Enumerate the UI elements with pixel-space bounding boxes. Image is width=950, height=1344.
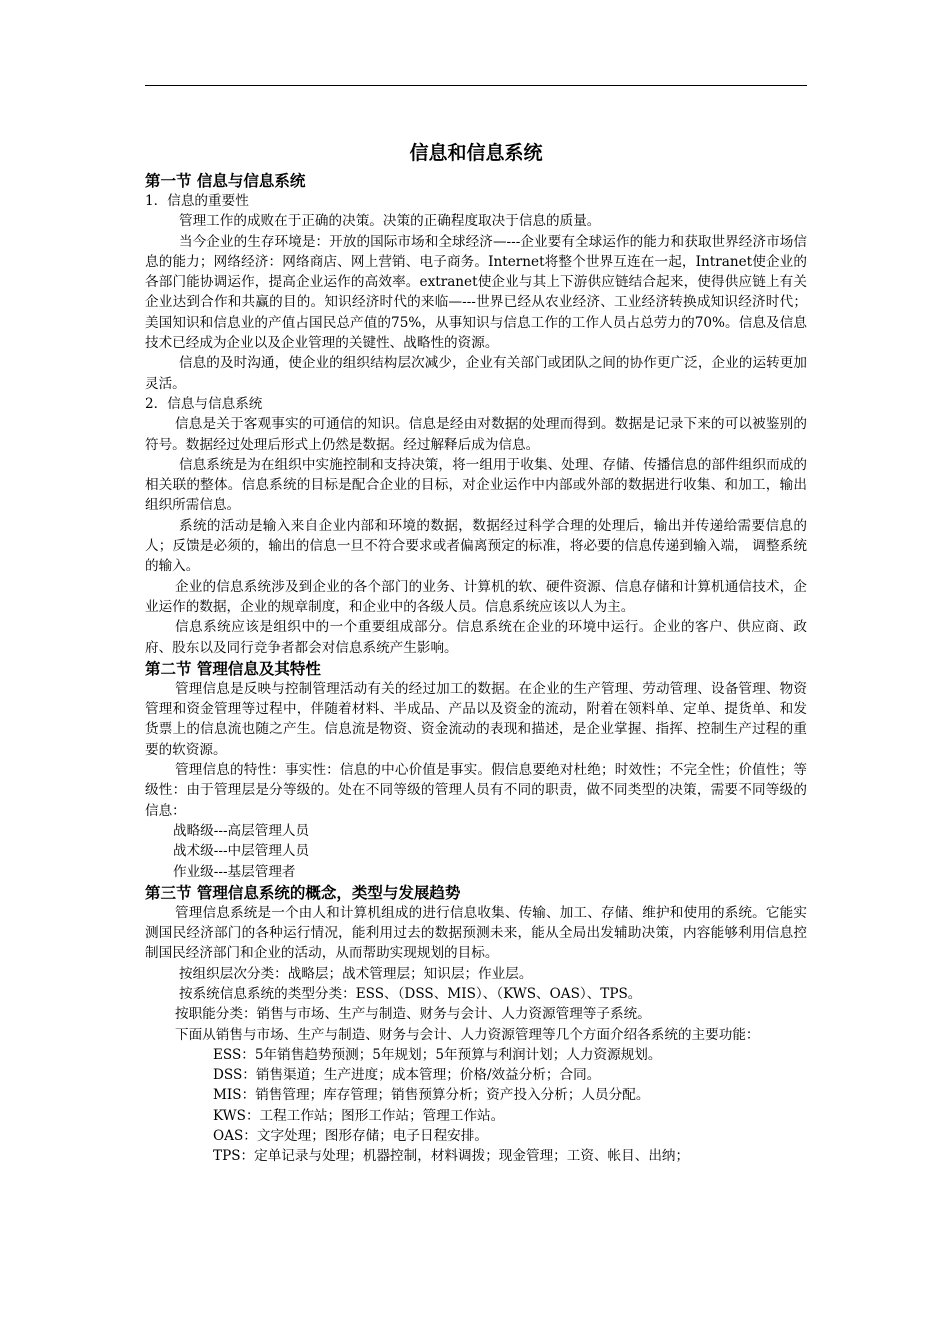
paragraph: 系统的活动是输入来自企业内部和环境的数据，数据经过科学合理的处理后，输出并传递给需要信息的人；反馈是必须的，输出的信息一旦不符合要求或者偏离预定的标准，将必要的信息传递到输入端， 调整系统的输入。 bbox=[145, 517, 807, 575]
paragraph: 管理工作的成败在于正确的决策。决策的正确程度取决于信息的质量。 bbox=[179, 213, 601, 230]
document-body bbox=[145, 140, 807, 1167]
list-item: 战术级---中层管理人员 bbox=[173, 843, 310, 860]
paragraph: 管理信息是反映与控制管理活动有关的经过加工的数据。在企业的生产管理、劳动管理、设备管理、物资管理和资金管理等过程中，伴随着材料、半成品、产品以及资金的流动，附着在领料单、定单、提货单、和发货票上的信息流也随之产生。信息流是物资、资金流动的表现和描述，是企业掌握、指挥、控制生产过程的重要的软资源。 bbox=[145, 680, 807, 758]
subheading-2: 2．信息与信息系统 bbox=[145, 395, 263, 412]
paragraph: 信息是关于客观事实的可通信的知识。信息是经由对数据的处理而得到。数据是记录下来的可以被鉴别的符号。数据经过处理后形式上仍然是数据。经过解释后成为信息。 bbox=[145, 416, 807, 453]
paragraph: 下面从销售与市场、生产与制造、财务与会计、人力资源管理等几个方面介绍各系统的主要功能： bbox=[175, 1026, 760, 1043]
subheading-1: 1．信息的重要性 bbox=[145, 193, 249, 209]
paragraph: 管理信息系统是一个由人和计算机组成的进行信息收集、传输、加工、存储、维护和使用的系统。它能实测国民经济部门的各种运行情况，能利用过去的数据预测未来，能从全局出发辅助决策，内容能够利用信息控制国民经济部门和企业的活动，从而帮助实现规划的目标。 bbox=[145, 904, 807, 962]
paragraph: 信息系统应该是组织中的一个重要组成部分。信息系统在企业的环境中运行。企业的客户、供应商、政府、股东以及同行竞争者都会对信息系统产生影响。 bbox=[145, 619, 807, 656]
header-rule bbox=[145, 85, 807, 86]
paragraph: 按系统信息系统的类型分类：ESS、（DSS、MIS）、（KWS、OAS）、TPS。 bbox=[179, 985, 642, 1002]
section-3-heading: 第三节 管理信息系统的概念，类型与发展趋势 bbox=[145, 882, 461, 902]
list-item: DSS：销售渠道；生产进度；成本管理；价格/效益分析；合同。 bbox=[213, 1067, 601, 1084]
paragraph: 信息系统是为在组织中实施控制和支持决策，将一组用于收集、处理、存储、传播信息的部件组织而成的相关联的整体。信息系统的目标是配合企业的目标，对企业运作中内部或外部的数据进行收集、和加工，输出组织所需信息。 bbox=[145, 456, 807, 514]
list-item: MIS：销售管理；库存管理；销售预算分析；资产投入分析；人员分配。 bbox=[213, 1087, 650, 1104]
paragraph: 信息的及时沟通，使企业的组织结构层次减少，企业有关部门或团队之间的协作更广泛，企业的运转更加灵活。 bbox=[145, 355, 807, 392]
paragraph: 企业的信息系统涉及到企业的各个部门的业务、计算机的软、硬件资源、信息存储和计算机通信技术，企业运作的数据，企业的规章制度，和企业中的各级人员。信息系统应该以人为主。 bbox=[145, 578, 807, 615]
paragraph: 按职能分类：销售与市场、生产与制造、财务与会计、人力资源管理等子系统。 bbox=[175, 1006, 651, 1023]
list-item: ESS：5年销售趋势预测；5年规划；5年预算与利润计划；人力资源规划。 bbox=[213, 1046, 662, 1063]
paragraph: 当今企业的生存环境是：开放的国际市场和全球经济—---企业要有全球运作的能力和获取世界经济市场信息的能力；网络经济：网络商店、网上营销、电子商务。Internet将整个世界互连在一起，Intranet使企业的各部门能协调运作，提高企业运作的高效率。extranet使企业与其上下游供应链结合起来，使得供应链上有关企业达到合作和共赢的目的。知识经济时代的来临—---世界已经从农业经济、工业经济转换成知识经济时代；美国知识和信息业的产值占国民总产值的75%，从事知识与信息工作的工作人员占总劳力的70%。信息及信息技术已经成为企业以及企业管理的关键性、战略性的资源。 bbox=[145, 233, 807, 352]
paragraph: 按组织层次分类：战略层；战术管理层；知识层；作业层。 bbox=[179, 965, 533, 982]
document-title: 信息和信息系统 bbox=[409, 142, 543, 164]
section-2-heading: 第二节 管理信息及其特性 bbox=[145, 658, 321, 678]
list-item: 战略级---高层管理人员 bbox=[173, 822, 310, 839]
list-item: TPS：定单记录与处理；机器控制，材料调拨；现金管理；工资、帐目、出纳； bbox=[213, 1148, 690, 1165]
list-item: KWS：工程工作站；图形工作站；管理工作站。 bbox=[213, 1107, 505, 1124]
list-item: OAS：文字处理；图形存储；电子日程安排。 bbox=[213, 1128, 488, 1145]
paragraph: 管理信息的特性：事实性：信息的中心价值是事实。假信息要绝对杜绝；时效性；不完全性；价值性；等级性：由于管理层是分等级的。处在不同等级的管理人员有不同的职责，做不同类型的决策，需要不同等级的信息： bbox=[145, 762, 807, 819]
section-1-heading: 第一节 信息与信息系统 bbox=[145, 171, 306, 190]
list-item: 作业级---基层管理者 bbox=[173, 863, 296, 880]
